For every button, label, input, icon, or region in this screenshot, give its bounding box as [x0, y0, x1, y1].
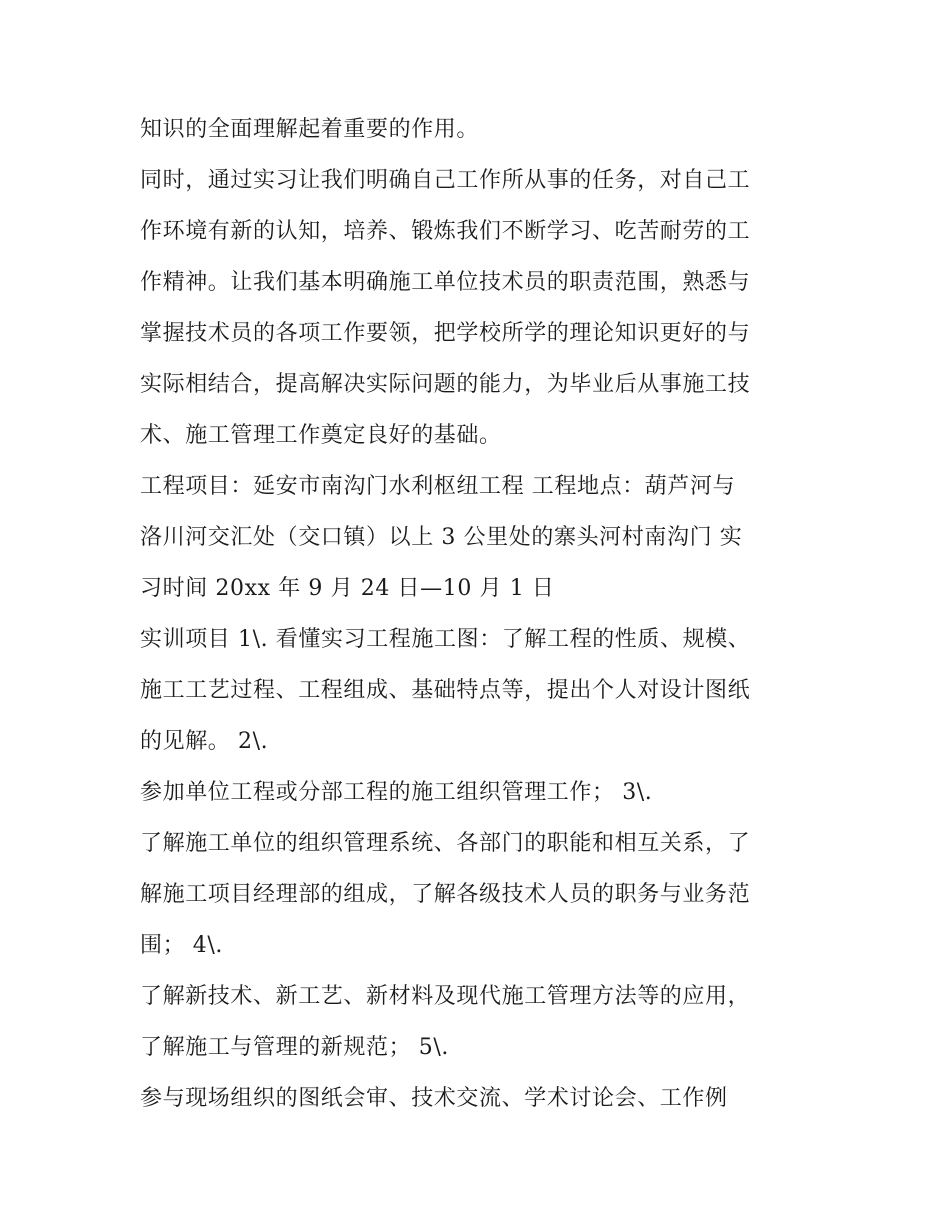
- text-line: 习时间 20xx 年 9 月 24 日—10 月 1 日: [140, 576, 555, 601]
- text-line: 了解新技术、新工艺、新材料及现代施工管理方法等的应用，: [140, 984, 751, 1009]
- text-line: 解施工项目经理部的组成，了解各级技术人员的职务与业务范: [140, 882, 751, 907]
- text-line: 实训项目 1\. 看懂实习工程施工图：了解工程的性质、规模、: [140, 627, 751, 652]
- text-line: 洛川河交汇处（交口镇）以上 3 公里处的寨头河村南沟门 实: [140, 525, 743, 550]
- text-line: 作精神。让我们基本明确施工单位技术员的职责范围，熟悉与: [140, 270, 751, 295]
- text-line: 实际相结合，提高解决实际问题的能力，为毕业后从事施工技: [140, 372, 751, 397]
- text-line: 掌握技术员的各项工作要领，把学校所学的理论知识更好的与: [140, 321, 751, 346]
- text-line: 同时，通过实习让我们明确自己工作所从事的任务，对自己工: [140, 168, 751, 193]
- text-line: 围； 4\.: [140, 933, 223, 958]
- text-line: 参与现场组织的图纸会审、技术交流、学术讨论会、工作例: [140, 1086, 728, 1111]
- text-line: 作环境有新的认知，培养、锻炼我们不断学习、吃苦耐劳的工: [140, 219, 751, 244]
- text-line: 了解施工与管理的新规范； 5\.: [140, 1035, 449, 1060]
- text-line: 知识的全面理解起着重要的作用。: [140, 117, 480, 142]
- text-line: 的见解。 2\.: [140, 729, 269, 754]
- text-line: 术、施工管理工作奠定良好的基础。: [140, 423, 502, 448]
- text-line: 了解施工单位的组织管理系统、各部门的职能和相互关系，了: [140, 831, 751, 856]
- text-line: 施工工艺过程、工程组成、基础特点等，提出个人对设计图纸: [140, 678, 751, 703]
- text-line: 工程项目：延安市南沟门水利枢纽工程 工程地点：葫芦河与: [140, 474, 736, 499]
- document-body: [140, 108, 820, 1128]
- text-line: 参加单位工程或分部工程的施工组织管理工作； 3\.: [140, 780, 653, 805]
